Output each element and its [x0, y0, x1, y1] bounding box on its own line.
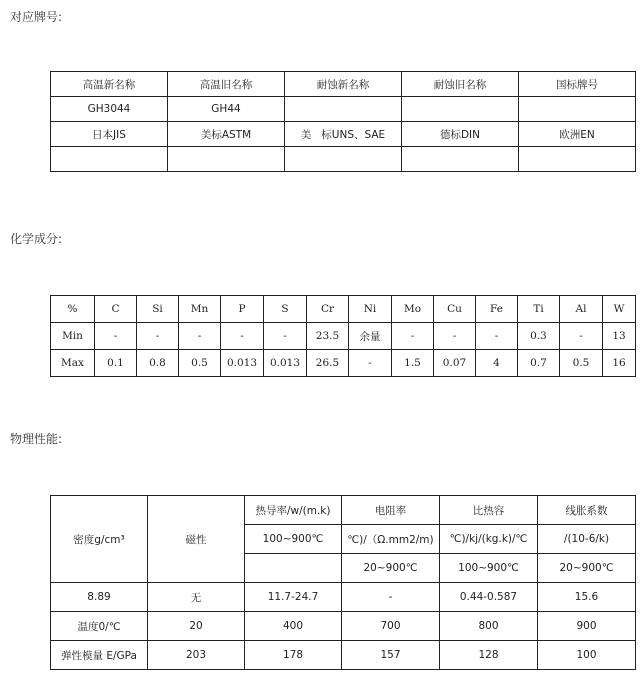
- phys-cell: 温度0/℃: [51, 612, 148, 641]
- phys-cell: 无: [148, 583, 245, 612]
- phys-cell: 100: [538, 641, 636, 670]
- chem-cell: -: [179, 323, 221, 350]
- chem-header-cell: Cr: [307, 296, 349, 323]
- expansion-range: 20~900℃: [538, 554, 636, 583]
- table-row: [51, 122, 636, 147]
- grades-header-cell: 美 标UNS、SAE: [285, 122, 402, 147]
- table-row: [51, 641, 636, 670]
- phys-cell: 178: [245, 641, 342, 670]
- chem-cell: 0.3: [518, 323, 560, 350]
- table-row: [51, 583, 636, 612]
- chem-header-cell: Mo: [392, 296, 434, 323]
- specific-heat-unit: ℃)/kj/(kg.k)/℃: [440, 525, 538, 554]
- chem-cell: 26.5: [307, 350, 349, 377]
- expansion-header: 线胀系数: [538, 496, 636, 525]
- chem-cell: -: [221, 323, 264, 350]
- chem-cell: -: [137, 323, 179, 350]
- chem-cell: 0.07: [434, 350, 476, 377]
- resistivity-header: 电阻率: [342, 496, 440, 525]
- grades-cell: [519, 147, 636, 172]
- chem-cell: -: [434, 323, 476, 350]
- grades-cell: [402, 97, 519, 122]
- chem-header-cell: Fe: [476, 296, 518, 323]
- phys-cell: 128: [440, 641, 538, 670]
- table-row: [51, 72, 636, 97]
- phys-cell: 11.7-24.7: [245, 583, 342, 612]
- grades-cell: [285, 97, 402, 122]
- chem-cell: -: [349, 350, 392, 377]
- grades-cell: [519, 97, 636, 122]
- phys-cell: 700: [342, 612, 440, 641]
- resistivity-unit: ℃)/（Ω.mm2/m): [342, 525, 440, 554]
- chem-cell: -: [95, 323, 137, 350]
- table-row: [51, 97, 636, 122]
- table-row: [51, 323, 636, 350]
- physical-table: [50, 495, 636, 670]
- chem-header-cell: %: [51, 296, 95, 323]
- chem-cell: Min: [51, 323, 95, 350]
- density-header: 密度g/cm³: [51, 496, 148, 583]
- phys-cell: 弹性模量 E/GPa: [51, 641, 148, 670]
- chem-cell: 16: [603, 350, 636, 377]
- chem-cell: -: [392, 323, 434, 350]
- expansion-unit: /(10-6/k): [538, 525, 636, 554]
- chem-heading: 化学成分:: [10, 232, 63, 246]
- chem-cell: -: [264, 323, 307, 350]
- chem-cell: Max: [51, 350, 95, 377]
- chem-cell: 0.5: [179, 350, 221, 377]
- phys-cell: 20: [148, 612, 245, 641]
- grades-header-cell: 德标DIN: [402, 122, 519, 147]
- specific-heat-header: 比热容: [440, 496, 538, 525]
- specific-heat-range: 100~900℃: [440, 554, 538, 583]
- grades-header-cell: 欧洲EN: [519, 122, 636, 147]
- chem-cell: 0.1: [95, 350, 137, 377]
- chem-header-cell: Ti: [518, 296, 560, 323]
- chem-cell: -: [560, 323, 603, 350]
- chem-cell: -: [476, 323, 518, 350]
- grades-table: [50, 71, 636, 172]
- grades-header-cell: 美标ASTM: [168, 122, 285, 147]
- chem-cell: 0.013: [221, 350, 264, 377]
- phys-heading: 物理性能:: [10, 432, 63, 446]
- chemistry-table: [50, 295, 636, 377]
- grades-cell: [51, 147, 168, 172]
- table-row: [51, 147, 636, 172]
- empty-cell: [245, 554, 342, 583]
- grades-header-cell: 日本JIS: [51, 122, 168, 147]
- chem-header-cell: Cu: [434, 296, 476, 323]
- chem-header-cell: Ni: [349, 296, 392, 323]
- table-row: [51, 496, 636, 525]
- grades-cell: GH3044: [51, 97, 168, 122]
- table-row: [51, 612, 636, 641]
- grades-cell: [168, 147, 285, 172]
- chem-cell: 1.5: [392, 350, 434, 377]
- grades-header-cell: 耐蚀新名称: [285, 72, 402, 97]
- grades-cell: [402, 147, 519, 172]
- grades-cell: GH44: [168, 97, 285, 122]
- chem-header-cell: P: [221, 296, 264, 323]
- table-row: [51, 296, 636, 323]
- thermal-conductivity-range: 100~900℃: [245, 525, 342, 554]
- chem-cell: 4: [476, 350, 518, 377]
- grades-heading: 对应牌号:: [10, 10, 63, 24]
- chem-header-cell: Al: [560, 296, 603, 323]
- phys-cell: 157: [342, 641, 440, 670]
- chem-cell: 13: [603, 323, 636, 350]
- thermal-conductivity-header: 热导率/w/(m.k): [245, 496, 342, 525]
- grades-header-cell: 国标牌号: [519, 72, 636, 97]
- grades-cell: [285, 147, 402, 172]
- grades-header-cell: 耐蚀旧名称: [402, 72, 519, 97]
- phys-cell: 15.6: [538, 583, 636, 612]
- chem-cell: 23.5: [307, 323, 349, 350]
- chem-cell: 0.7: [518, 350, 560, 377]
- chem-header-cell: W: [603, 296, 636, 323]
- magnetism-header: 磁性: [148, 496, 245, 583]
- phys-cell: 900: [538, 612, 636, 641]
- resistivity-range: 20~900℃: [342, 554, 440, 583]
- phys-cell: 0.44-0.587: [440, 583, 538, 612]
- chem-cell: 0.013: [264, 350, 307, 377]
- chem-cell: 0.5: [560, 350, 603, 377]
- table-row: [51, 350, 636, 377]
- phys-cell: 203: [148, 641, 245, 670]
- grades-header-cell: 高温旧名称: [168, 72, 285, 97]
- grades-header-cell: 高温新名称: [51, 72, 168, 97]
- phys-cell: 800: [440, 612, 538, 641]
- phys-cell: 8.89: [51, 583, 148, 612]
- chem-header-cell: S: [264, 296, 307, 323]
- chem-header-cell: C: [95, 296, 137, 323]
- chem-cell: 0.8: [137, 350, 179, 377]
- phys-cell: 400: [245, 612, 342, 641]
- phys-cell: -: [342, 583, 440, 612]
- chem-header-cell: Si: [137, 296, 179, 323]
- chem-header-cell: Mn: [179, 296, 221, 323]
- chem-cell: 余量: [349, 323, 392, 350]
